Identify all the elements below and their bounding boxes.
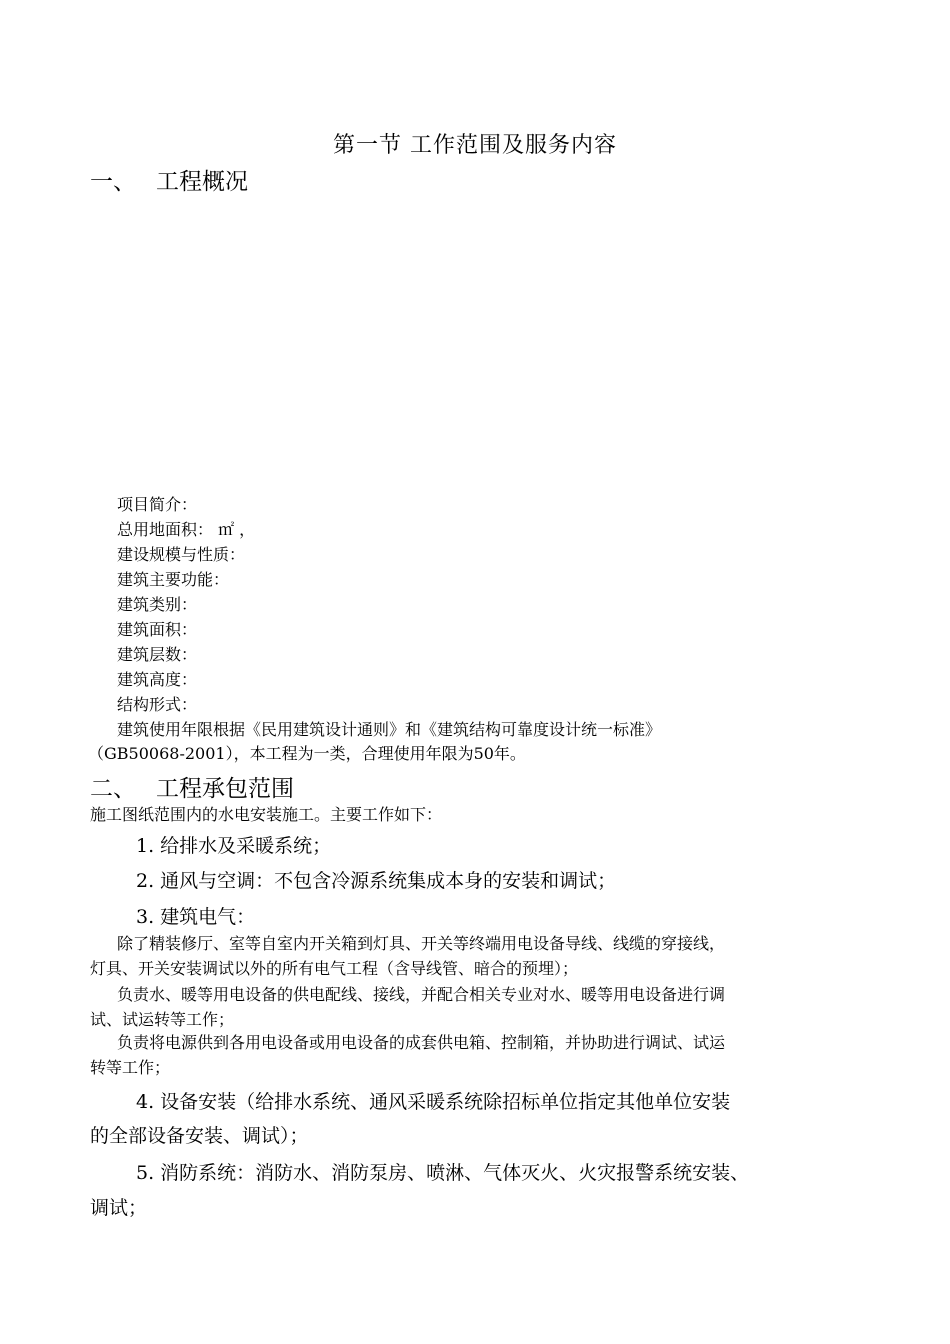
info-line-project-intro: 项目简介： bbox=[117, 495, 198, 514]
info-line-scale-nature: 建设规模与性质： bbox=[117, 545, 246, 564]
electrical-para-2-line-1: 负责水、暖等用电设备的供电配线、接线，并配合相关专业对水、暖等用电设备进行调 bbox=[117, 985, 726, 1004]
info-line-service-life: 建筑使用年限根据《民用建筑设计通则》和《建筑结构可靠度设计统一标准》 bbox=[117, 720, 662, 739]
scope-item-3: 3. 建筑电气： bbox=[136, 906, 256, 928]
scope-item-5-line-2: 调试； bbox=[90, 1197, 148, 1219]
info-line-building-area: 建筑面积： bbox=[117, 620, 198, 639]
section-2-heading bbox=[90, 770, 294, 803]
service-life-continuation: （GB50068-2001），本工程为一类，合理使用年限为50年。 bbox=[88, 744, 526, 763]
scope-intro: 施工图纸范围内的水电安装施工。主要工作如下： bbox=[90, 805, 443, 824]
section-1-title: 工程概况 bbox=[156, 169, 248, 195]
scope-item-2: 2. 通风与空调：不包含冷源系统集成本身的安装和调试； bbox=[136, 870, 617, 892]
section-2-number: 二、 bbox=[90, 776, 136, 802]
scope-item-1: 1. 给排水及采暖系统； bbox=[136, 835, 332, 857]
electrical-para-3-line-1: 负责将电源供到各用电设备或用电设备的成套供电箱、控制箱，并协助进行调试、试运 bbox=[117, 1033, 726, 1052]
section-1-heading bbox=[90, 163, 248, 196]
electrical-para-3-line-2: 转等工作； bbox=[90, 1058, 171, 1077]
scope-item-4-line-2: 的全部设备安装、调试）； bbox=[90, 1125, 309, 1147]
section-2-title: 工程承包范围 bbox=[156, 776, 294, 802]
electrical-para-2-line-2: 试、试运转等工作； bbox=[90, 1010, 235, 1029]
info-line-floors: 建筑层数： bbox=[117, 645, 198, 664]
info-line-structure: 结构形式： bbox=[117, 695, 198, 714]
info-line-height: 建筑高度： bbox=[117, 670, 198, 689]
scope-item-5-line-1: 5. 消防系统：消防水、消防泵房、喷淋、气体灭火、火灾报警系统安装、 bbox=[136, 1162, 750, 1184]
info-line-building-category: 建筑类别： bbox=[117, 595, 198, 614]
scope-item-4-line-1: 4. 设备安装（给排水系统、通风采暖系统除招标单位指定其他单位安装 bbox=[136, 1091, 731, 1113]
project-info-list bbox=[117, 492, 661, 742]
info-line-main-function: 建筑主要功能： bbox=[117, 570, 230, 589]
section-1-number: 一、 bbox=[90, 169, 136, 195]
info-line-site-area: 总用地面积： ㎡ ， bbox=[117, 520, 256, 539]
electrical-para-1-line-1: 除了精装修厅、室等自室内开关箱到灯具、开关等终端用电设备导线、线缆的穿接线， bbox=[117, 934, 726, 953]
page-title: 第一节 工作范围及服务内容 bbox=[333, 133, 617, 158]
electrical-para-1-line-2: 灯具、开关安装调试以外的所有电气工程（含导线管、暗合的预埋）； bbox=[90, 959, 579, 978]
